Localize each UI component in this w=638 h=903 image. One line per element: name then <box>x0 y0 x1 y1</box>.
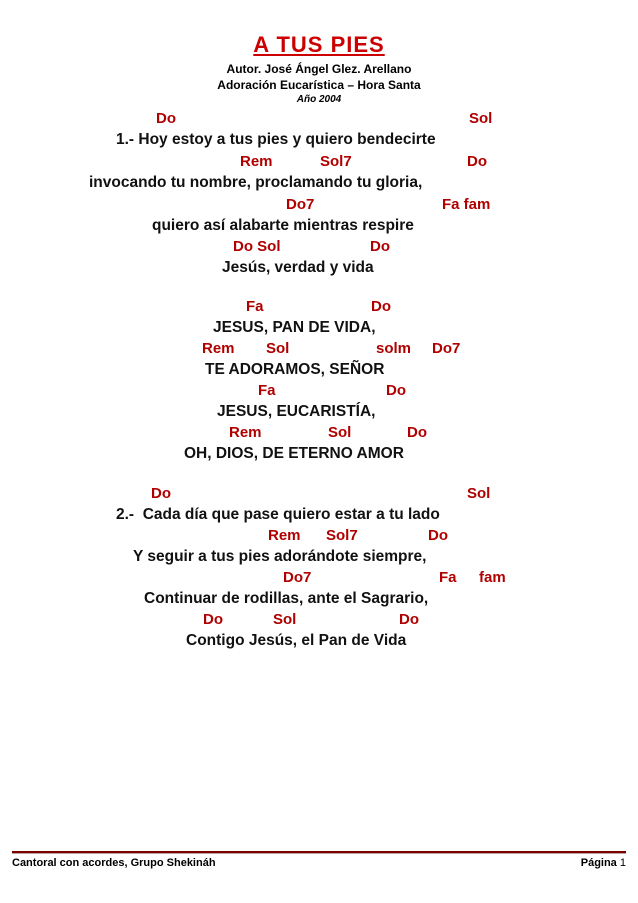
lyric-line: invocando tu nombre, proclamando tu gloria, <box>89 174 423 191</box>
chord: Do <box>407 424 427 441</box>
lyric-line: quiero así alabarte mientras respire <box>152 217 414 234</box>
chord: Rem <box>268 527 301 544</box>
chord: Do Sol <box>233 238 281 255</box>
chord: Do <box>156 110 176 127</box>
year-line: Año 2004 <box>296 94 342 105</box>
chord: Do <box>428 527 448 544</box>
lyric-line: JESUS, EUCARISTÍA, <box>217 403 376 420</box>
page-number: 1 <box>619 857 626 869</box>
chord: Fa <box>246 298 264 315</box>
chord: Sol <box>469 110 493 127</box>
chord: Do <box>399 611 419 628</box>
song-title: A TUS PIES <box>253 32 385 57</box>
chord: Do7 <box>432 340 461 357</box>
chord: Sol <box>266 340 290 357</box>
chord: Rem <box>202 340 235 357</box>
chord: Do <box>371 298 391 315</box>
lyric-line: 1.- Hoy estoy a tus pies y quiero bendecirte <box>116 131 436 148</box>
lyric-line: 2.- Cada día que pase quiero estar a tu lado <box>116 506 440 523</box>
chord: Sol <box>328 424 352 441</box>
footer-rule <box>12 851 626 854</box>
chord: Fa <box>258 382 276 399</box>
page-label: Página <box>580 857 617 869</box>
page-indicator <box>581 857 626 869</box>
occasion-line: Adoración Eucarística – Hora Santa <box>217 78 421 92</box>
lyric-line: Y seguir a tus pies adorándote siempre, <box>133 548 427 565</box>
chord: Fa <box>439 569 457 586</box>
lyric-line: Contigo Jesús, el Pan de Vida <box>186 632 407 649</box>
chord: solm <box>376 340 412 357</box>
chord: Sol7 <box>320 153 352 170</box>
lyric-line: OH, DIOS, DE ETERNO AMOR <box>184 445 404 462</box>
chord: Do <box>203 611 223 628</box>
chord: Do7 <box>286 196 315 213</box>
chord: Rem <box>229 424 262 441</box>
lyric-line: TE ADORAMOS, SEÑOR <box>205 361 385 378</box>
chord: Rem <box>240 153 273 170</box>
chord: Do <box>370 238 390 255</box>
chord: Fa fam <box>442 196 491 213</box>
chord: Sol <box>273 611 297 628</box>
chord: Do <box>151 485 171 502</box>
chord: fam <box>479 569 506 586</box>
lyric-line: Jesús, verdad y vida <box>222 259 374 276</box>
lyric-line: Continuar de rodillas, ante el Sagrario, <box>144 590 429 607</box>
lyric-line: JESUS, PAN DE VIDA, <box>213 319 376 336</box>
chord: Sol <box>467 485 491 502</box>
chord: Do <box>386 382 406 399</box>
footer-source: Cantoral con acordes, Grupo Shekináh <box>12 857 216 869</box>
chord: Do7 <box>283 569 312 586</box>
author-line: Autor. José Ángel Glez. Arellano <box>226 62 412 76</box>
chord: Do <box>467 153 487 170</box>
chord: Sol7 <box>326 527 358 544</box>
